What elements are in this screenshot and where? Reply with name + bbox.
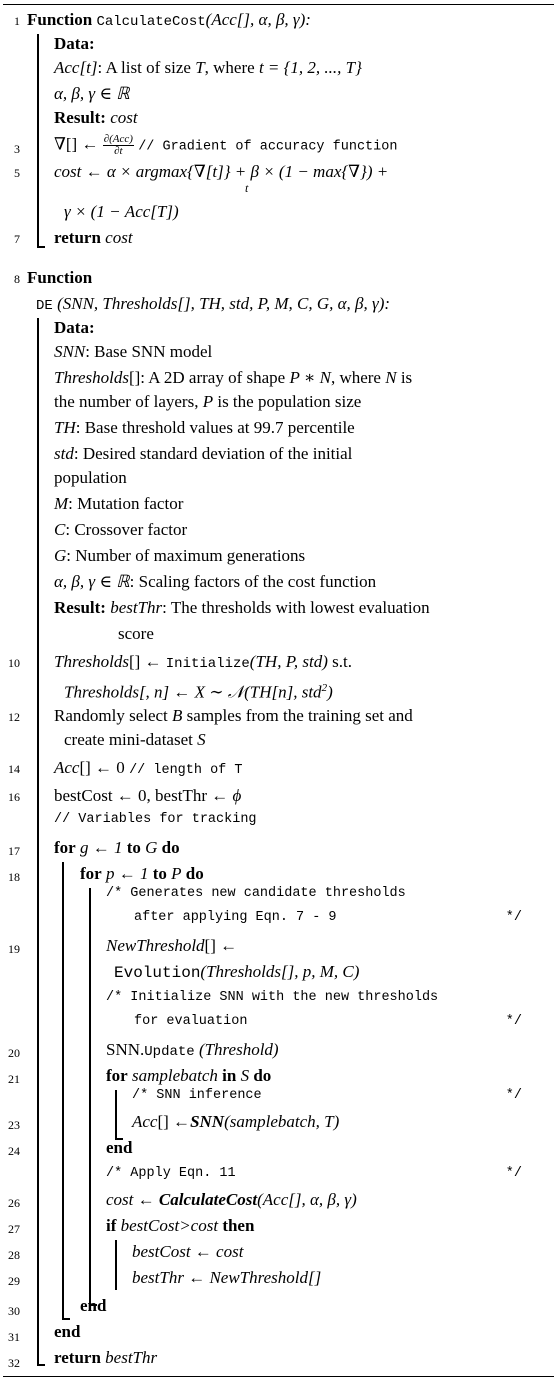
fn2-line14: Acc[] ← 0 // length of T bbox=[54, 758, 243, 778]
fn1-data-acc: Acc[t]: A list of size T, where t = {1, 2, ..., T} bbox=[54, 58, 362, 77]
fn2-data-label: Data: bbox=[54, 318, 95, 337]
fn2-data-thresholds: Thresholds[]: A 2D array of shape P ∗ N, where N is bbox=[54, 368, 413, 387]
comment-apply-eqn: /* Apply Eqn. 11 */ bbox=[106, 1166, 522, 1181]
fn1-data-label: Data: bbox=[54, 34, 95, 53]
comment-snn-inference: /* SNN inference */ bbox=[132, 1088, 522, 1103]
fn2-data-scaling: α, β, γ ∈ ℝ: Scaling factors of the cost function bbox=[54, 572, 377, 591]
fn2-line31: end bbox=[54, 1322, 81, 1341]
fn2-line19: NewThreshold[] ← bbox=[106, 936, 238, 955]
fn2-data-std: std: Desired standard deviation of the initial bbox=[54, 444, 353, 463]
fn2-data-thresholds-2: the number of layers, P is the population size bbox=[54, 392, 362, 411]
fn1-line5-sub: t bbox=[245, 181, 249, 195]
fn2-data-g: G: Number of maximum generations bbox=[54, 546, 306, 565]
fn2-line16: bestCost ← 0, bestThr ← ϕ bbox=[54, 786, 242, 805]
fn2-line21: for samplebatch in S do bbox=[106, 1066, 272, 1085]
line-number-1: 1 bbox=[14, 14, 20, 28]
comment-generates: /* Generates new candidate thresholds bbox=[106, 886, 406, 901]
fn2-result: Result: bestThr: The thresholds with lowest evaluation bbox=[54, 598, 430, 617]
fn2-line24: end bbox=[106, 1138, 133, 1157]
line-number-24: 24 bbox=[8, 1144, 20, 1158]
fn2-line27: if bestCost>cost then bbox=[106, 1216, 255, 1235]
fn2-data-std-2: population bbox=[54, 468, 127, 487]
fn2-data-th: TH: Base threshold values at 99.7 percentile bbox=[54, 418, 355, 437]
fn2-line32: return bestThr bbox=[54, 1348, 158, 1367]
loop-g-scope-end bbox=[62, 1318, 70, 1320]
fn2-line23: Acc[] ←SNN(samplebatch, T) bbox=[132, 1112, 340, 1131]
line-number-32: 32 bbox=[8, 1356, 20, 1370]
fn2-line29: bestThr ← NewThreshold[] bbox=[132, 1268, 322, 1287]
fn2-line20: SNN.Update (Threshold) bbox=[106, 1040, 279, 1060]
top-rule bbox=[3, 4, 554, 5]
line-number-3: 3 bbox=[14, 142, 20, 156]
fn2-data-c: C: Crossover factor bbox=[54, 520, 188, 539]
line-number-14: 14 bbox=[8, 762, 20, 776]
fn2-line10: Thresholds[] ← Initialize(TH, P, std) s.t. bbox=[54, 652, 352, 672]
fn2-line30: end bbox=[80, 1296, 107, 1315]
line-number-8: 8 bbox=[14, 272, 20, 286]
line-number-17: 17 bbox=[8, 844, 20, 858]
line-number-10: 10 bbox=[8, 656, 20, 670]
fn2-line17: for g ← 1 to G do bbox=[54, 838, 180, 857]
fn2-result-2: score bbox=[118, 624, 154, 643]
loop-p-scope-bar bbox=[89, 888, 91, 1304]
fn1-line5b: γ × (1 − Acc[T]) bbox=[64, 202, 179, 221]
fn2-scope-bar bbox=[37, 318, 39, 1364]
fn1-line7: return cost bbox=[54, 228, 133, 247]
loop-sample-scope-bar bbox=[115, 1090, 117, 1138]
line-number-30: 30 bbox=[8, 1304, 20, 1318]
fn2-scope-end bbox=[37, 1364, 45, 1366]
line-number-23: 23 bbox=[8, 1118, 20, 1132]
fn2-data-m: M: Mutation factor bbox=[54, 494, 184, 513]
line-number-26: 26 bbox=[8, 1196, 20, 1210]
line-number-7: 7 bbox=[14, 232, 20, 246]
line-number-5: 5 bbox=[14, 166, 20, 180]
comment-initialize: /* Initialize SNN with the new thresholds bbox=[106, 990, 439, 1005]
fn1-result: Result: cost bbox=[54, 108, 138, 127]
fn1-scope-bar bbox=[37, 34, 39, 246]
fn2-line18: for p ← 1 to P do bbox=[80, 864, 204, 883]
fn1-line5a: cost ← α × argmax{∇[t]} + β × (1 − max{∇}) + bbox=[54, 162, 389, 181]
fn1-data-params: α, β, γ ∈ ℝ bbox=[54, 84, 130, 103]
fn2-line16-comment: // Variables for tracking bbox=[54, 812, 257, 827]
line-number-27: 27 bbox=[8, 1222, 20, 1236]
line-number-21: 21 bbox=[8, 1072, 20, 1086]
fn2-line28: bestCost ← cost bbox=[132, 1242, 244, 1261]
line-number-18: 18 bbox=[8, 870, 20, 884]
line-number-12: 12 bbox=[8, 710, 20, 724]
fn2-line12-2: create mini-dataset S bbox=[64, 730, 206, 749]
fn1-scope-end bbox=[37, 246, 45, 248]
loop-g-scope-bar bbox=[62, 862, 64, 1318]
comment-initialize-2: for evaluation */ bbox=[134, 1014, 522, 1029]
fn2-line26: cost ← CalculateCost(Acc[], α, β, γ) bbox=[106, 1190, 357, 1209]
fn2-line10-2: Thresholds[, n] ← X ∼ 𝒩(TH[n], std$^2$) bbox=[64, 682, 333, 702]
if-scope-bar bbox=[115, 1240, 117, 1290]
line-number-16: 16 bbox=[8, 790, 20, 804]
line-number-19: 19 bbox=[8, 942, 20, 956]
line-number-29: 29 bbox=[8, 1274, 20, 1288]
fn2-line19-2: Evolution(Thresholds[], p, M, C) bbox=[114, 962, 360, 982]
line-number-31: 31 bbox=[8, 1330, 20, 1344]
fn2-line12: Randomly select B samples from the training set and bbox=[54, 706, 413, 725]
fn2-signature: DE (SNN, Thresholds[], TH, std, P, M, C, G, α, β, γ): bbox=[36, 294, 391, 314]
bottom-rule bbox=[3, 1376, 554, 1377]
fn2-data-snn: SNN: Base SNN model bbox=[54, 342, 213, 361]
gradient-fraction: $\frac{\text{∂(Acc)}}{\partial t}$ bbox=[103, 133, 133, 157]
fn1-line3: ∇[] ← $\frac{\text{∂(Acc)}}{\partial t}$ // Gradient of accuracy function bbox=[54, 133, 398, 157]
fn1-header: Function CalculateCost(Acc[], α, β, γ): bbox=[27, 10, 311, 30]
line-number-28: 28 bbox=[8, 1248, 20, 1262]
line-number-20: 20 bbox=[8, 1046, 20, 1060]
fn2-keyword: Function bbox=[27, 268, 93, 287]
comment-generates-2: after applying Eqn. 7 - 9 */ bbox=[134, 910, 522, 925]
